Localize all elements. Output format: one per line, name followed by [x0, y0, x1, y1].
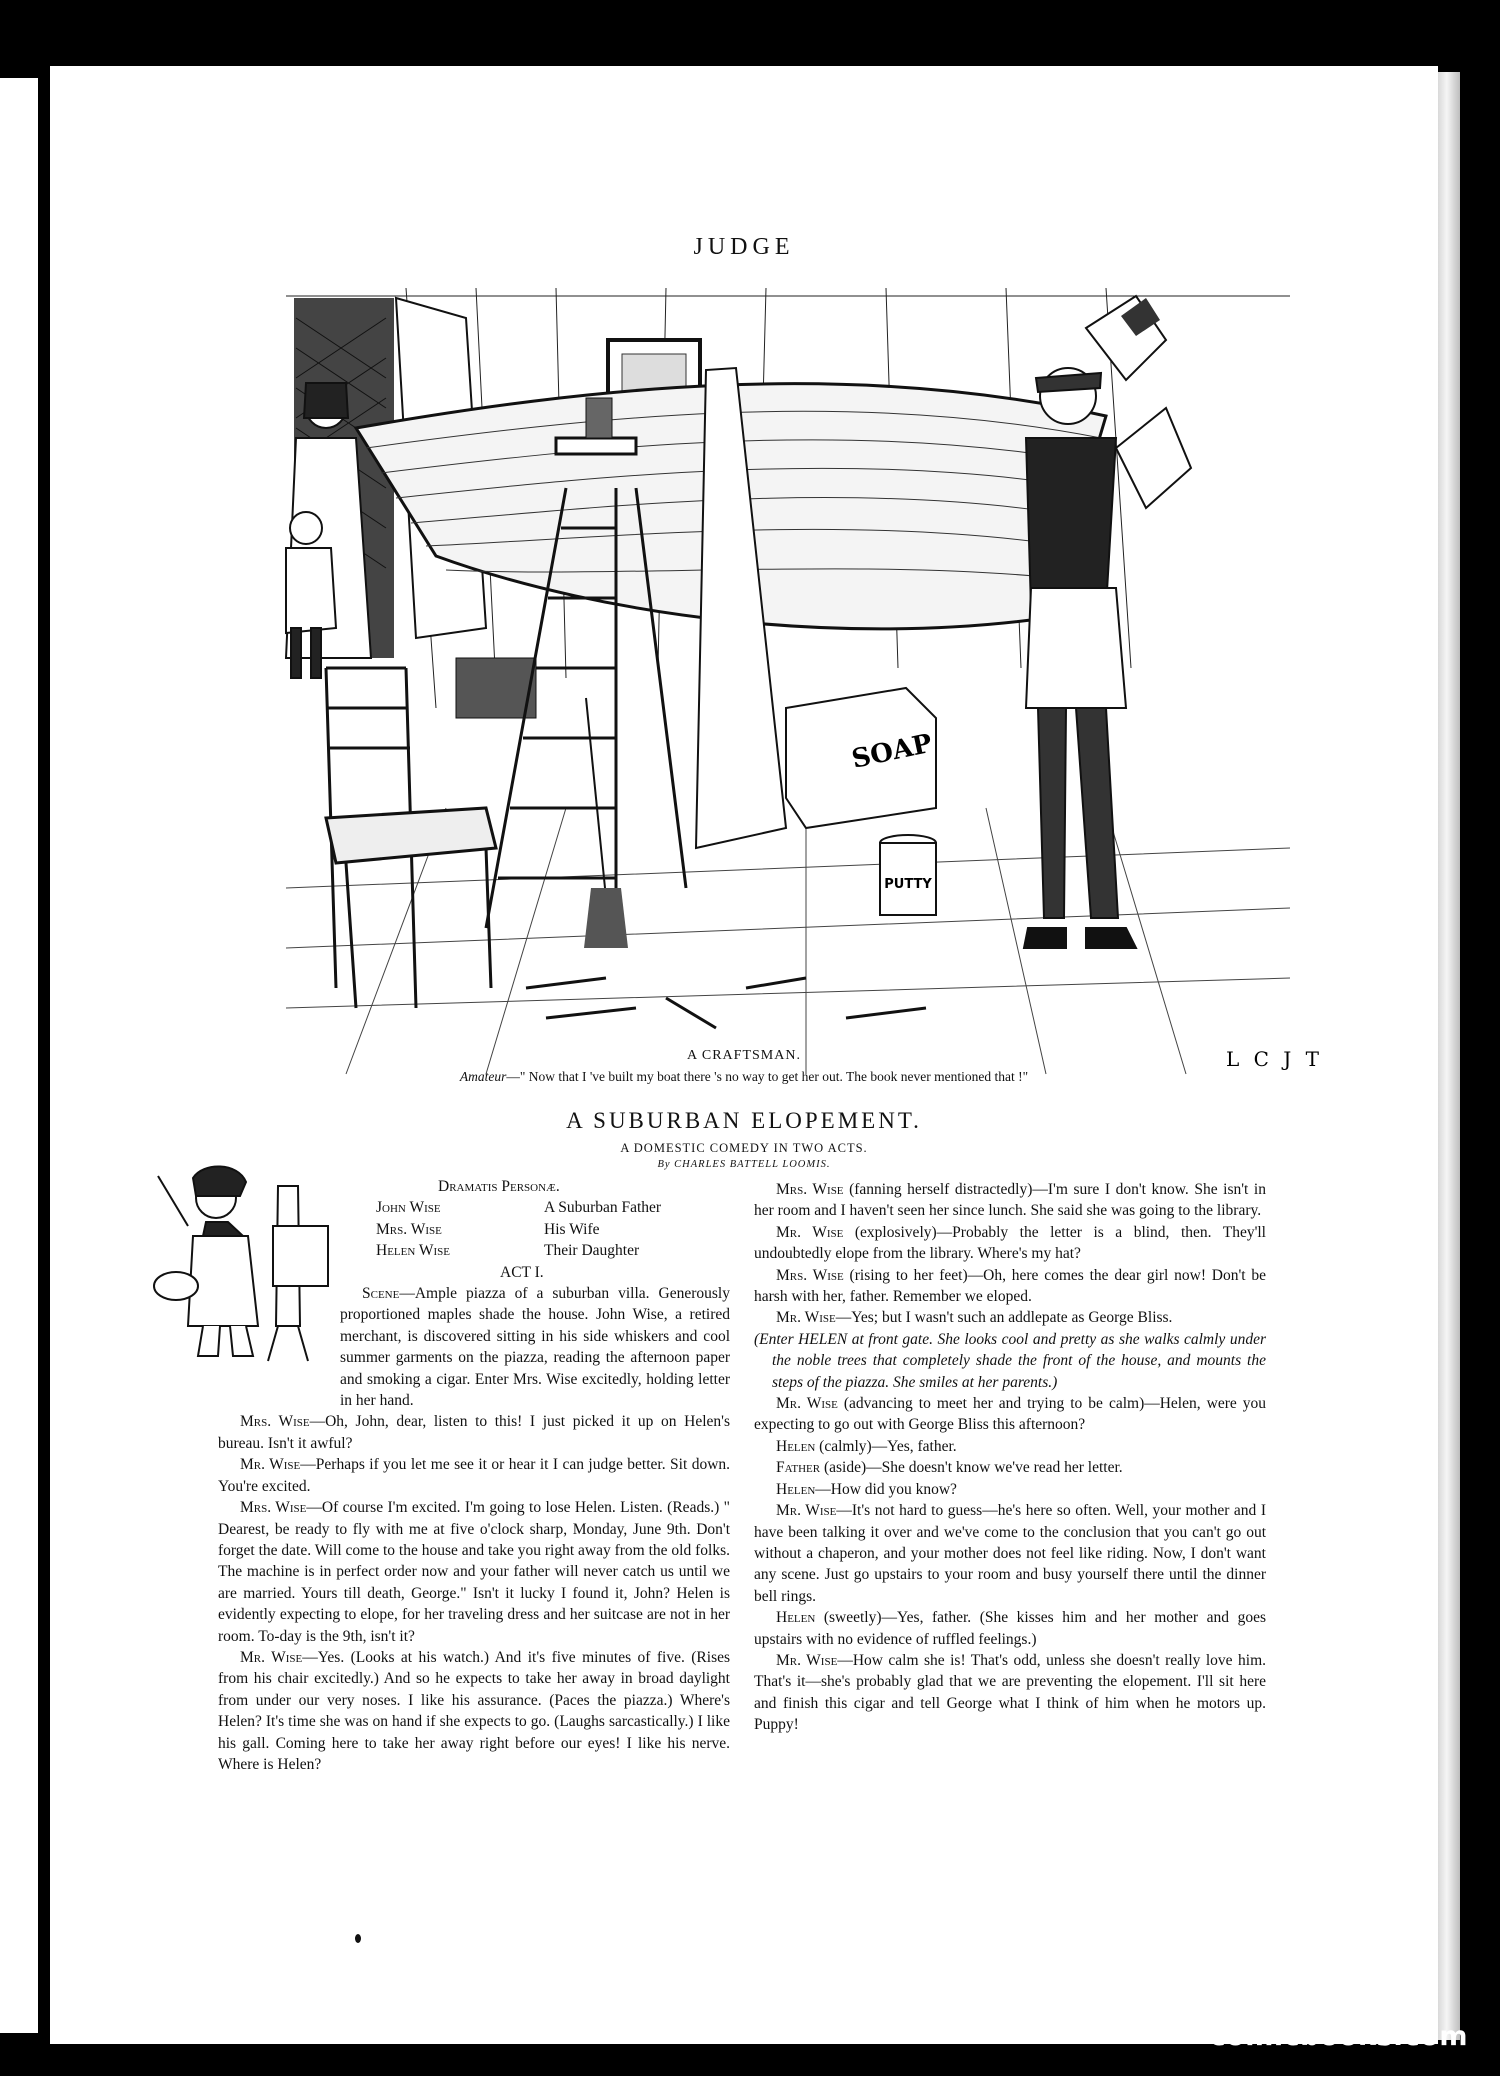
- dialogue-paragraph: [218, 1411, 730, 1454]
- paragraph-text: (fanning herself distractedly)—I'm sure I don't know. She isn't in her room and I haven't seen her since lunch. She said she was going to the library.: [754, 1181, 1266, 1220]
- speaker: Helen: [776, 1480, 816, 1498]
- watermark: comicbooks.com: [1209, 2021, 1468, 2052]
- paragraph-text: —Of course I'm excited. I'm going to lose Helen. Listen. (Reads.) " Dearest, be ready to fly with me at five o'clock sharp, Monday, June 9th. Don't forget the date. Will come to the house and take you right away from the old folks. The machine is in perfect order now and your father will never catch us until we are married. Yours till death, George." Isn't it lucky I found it, John? Helen is evidently expecting to elope, for her traveling dress and her suitcase are not in her room. To-day is the 9th, isn't it?: [218, 1499, 730, 1645]
- paragraph-text: (calmly)—Yes, father.: [815, 1437, 957, 1455]
- dialogue-paragraph: [754, 1607, 1266, 1650]
- speaker: Mr. Wise: [240, 1456, 301, 1474]
- speaker: Scene: [362, 1285, 400, 1303]
- dialogue-paragraph: [218, 1454, 730, 1497]
- cartoon-illustration: [286, 288, 1324, 1074]
- magazine-page: [50, 66, 1438, 2044]
- ink-dot: [355, 1934, 361, 1943]
- masthead: JUDGE: [693, 234, 795, 260]
- cartoon-title: A CRAFTSMAN.: [687, 1048, 801, 1063]
- speaker: Mrs. Wise: [776, 1266, 844, 1284]
- cast-role: His Wife: [544, 1220, 600, 1238]
- stage-direction: (Enter HELEN at front gate. She looks cool and pretty as she walks calmly under the noble trees that completely shade the front of the house, and mounts the steps of the piazza. She smiles at her parents.): [754, 1330, 1266, 1391]
- paragraph-text: —It's not hard to guess—he's here so often. Well, your mother and I have been talking it over and we've come to the conclusion that you can't go out without a chaperon, and your mother does not feel like riding. Now, I don't want any scene. Just go upstairs to your room and busy yourself there until the dinner bell rings.: [754, 1502, 1266, 1605]
- article-subtitle: A DOMESTIC COMEDY IN TWO ACTS.: [620, 1141, 868, 1155]
- cast-row: [376, 1240, 730, 1261]
- paragraph-text: (advancing to meet her and trying to be calm)—Helen, were you expecting to go out with George Bliss this afternoon?: [754, 1395, 1267, 1434]
- cast-row: [376, 1219, 730, 1240]
- right-column: [754, 1179, 1266, 1736]
- paragraph-text: (sweetly)—Yes, father. (She kisses him and her mother and goes upstairs with no evidence of ruffled feelings.): [754, 1609, 1266, 1648]
- dialogue-paragraph: [754, 1265, 1266, 1308]
- dialogue-paragraph: [754, 1436, 1266, 1457]
- cast-name: Helen Wise: [376, 1242, 451, 1260]
- speaker: Mrs. Wise: [240, 1499, 307, 1517]
- paragraph-text: —How calm she is! That's odd, unless she doesn't really love him. That's it—she's probably glad that we are preventing the elopement. I'll sit here and finish this cigar and tell George what I think of him when he motors up. Puppy!: [754, 1651, 1267, 1734]
- paragraph-text: —Oh, John, dear, listen to this! I just picked it up on Helen's bureau. Isn't it awful?: [218, 1413, 730, 1452]
- dialogue-paragraph: [754, 1393, 1266, 1436]
- putty-can-label: PUTTY: [884, 877, 932, 892]
- cast-role: A Suburban Father: [544, 1199, 662, 1217]
- speaker: Helen: [776, 1609, 816, 1627]
- dramatis-personae: Dramatis Personæ.: [438, 1178, 560, 1195]
- speaker: Helen: [776, 1437, 816, 1455]
- caption-speaker: Amateur: [459, 1069, 507, 1084]
- cast-name: John Wise: [376, 1199, 441, 1217]
- artist-signature: L C J T: [1226, 1047, 1324, 1071]
- dialogue-paragraph: [754, 1307, 1266, 1328]
- paragraph-text: (explosively)—Probably the letter is a blind, then. They'll undoubtedly elope from the library. Where's my hat?: [754, 1223, 1266, 1263]
- paragraph-text: —Yes. (Looks at his watch.) And it's five minutes of five. (Rises from his chair excitedly.) And so he expects to take her away in broad daylight from under our very noses. I like his assurance. (Paces the piazza.) Where's Helen? It's time she was on hand if she expects to go. (Laughs sarcastically.) I like his gall. Coming here to take her away right before our eyes! I like his nerve. Where is Helen?: [218, 1648, 731, 1773]
- act-heading: ACT I.: [500, 1263, 544, 1281]
- page-stack-edge: [1438, 72, 1460, 2040]
- adjacent-page-edge: [0, 78, 38, 2033]
- left-column: [218, 1176, 730, 1775]
- dialogue-paragraph: [754, 1179, 1266, 1222]
- paragraph-text: (rising to her feet)—Oh, here comes the dear girl now! Don't be harsh with her, father. Remember we eloped.: [754, 1266, 1266, 1306]
- paragraph-text: —How did you know?: [815, 1480, 957, 1498]
- dialogue-paragraph: [754, 1479, 1266, 1500]
- article-title: A SUBURBAN ELOPEMENT.: [566, 1108, 922, 1133]
- cast-role: Their Daughter: [544, 1242, 640, 1260]
- cast-row: [376, 1197, 730, 1218]
- caption-text: —" Now that I 've built my boat there 's no way to get her out. The book never mentioned that !": [506, 1069, 1029, 1084]
- paragraph-text: —Ample piazza of a suburban villa. Generously proportioned maples shade the house. John Wise, a retired merchant, is discovered sitting in his side whiskers and cool summer garments on the piazza, reading the afternoon paper and smoking a cigar. Enter Mrs. Wise excitedly, holding letter in her hand.: [340, 1285, 730, 1410]
- speaker: Mrs. Wise: [240, 1413, 310, 1431]
- speaker: Mr. Wise: [776, 1502, 837, 1520]
- dialogue-paragraph: [218, 1497, 730, 1647]
- speaker: Mr. Wise: [776, 1309, 836, 1327]
- dialogue-paragraph: [754, 1222, 1266, 1265]
- dialogue-paragraph: [754, 1500, 1266, 1607]
- scene-paragraph: [340, 1283, 730, 1411]
- dialogue-paragraph: [754, 1457, 1266, 1478]
- cast-list: [376, 1197, 730, 1261]
- paragraph-text: —Yes; but I wasn't such an addlepate as George Bliss.: [835, 1309, 1173, 1327]
- dialogue-paragraph: [754, 1650, 1266, 1736]
- speaker: Mr. Wise: [240, 1648, 303, 1666]
- cast-name: Mrs. Wise: [376, 1220, 442, 1238]
- speaker: Mr. Wise: [776, 1651, 838, 1669]
- article-byline: By CHARLES BATTELL LOOMIS.: [657, 1159, 831, 1170]
- paragraph-text: (aside)—She doesn't know we've read her letter.: [820, 1459, 1123, 1477]
- soap-crate-label: SOAP: [849, 728, 935, 775]
- speaker: Mr. Wise: [776, 1223, 844, 1241]
- speaker: Mr. Wise: [776, 1395, 838, 1413]
- cartoon-caption: [50, 1069, 1438, 1085]
- speaker: Mrs. Wise: [776, 1181, 844, 1198]
- dialogue-paragraph: [218, 1647, 730, 1775]
- paragraph-text: —Perhaps if you let me see it or hear it I can judge better. Sit down. You're excited.: [218, 1456, 731, 1495]
- speaker: Father: [776, 1459, 821, 1477]
